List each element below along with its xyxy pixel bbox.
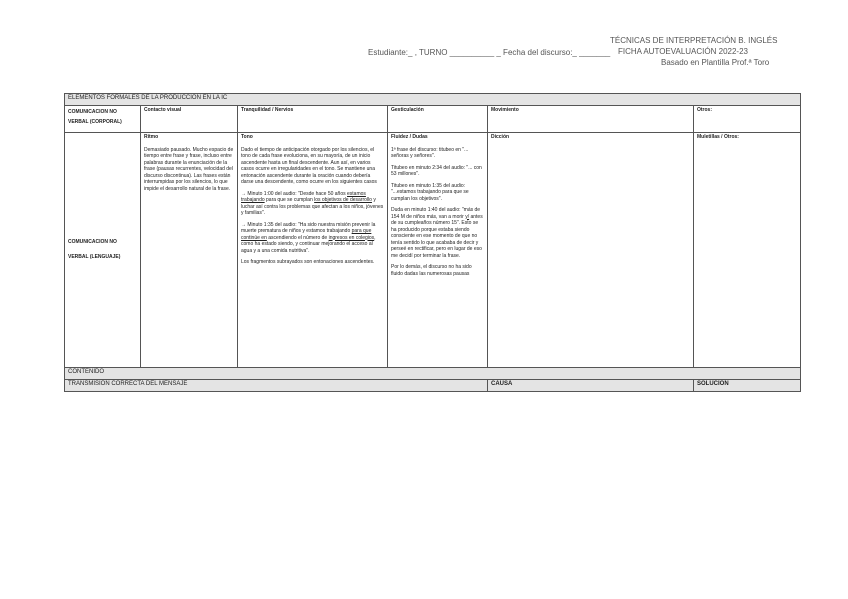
- tono-paragraph-4: Los fragmentos subrayados son entonaciones ascendentes.: [241, 259, 375, 265]
- tono-paragraph-1: Dado el tiempo de anticipación otorgado por los silencios, el tono de cada frase evoluciona, en su mayoría, de un inicio ascendente hasta un final descendente. Aun así, en varios casos ocurre en irregularidades en el tono. Se mantiene una entonación ascendente durante la oración cuando debería darse una descendente, como ocurre en los siguientes casos: [241, 146, 377, 185]
- solucion-heading: SOLUCION: [694, 380, 801, 392]
- col-otros: Otros:: [694, 106, 801, 133]
- template-credit: Basado en Plantilla Prof.ª Toro: [661, 58, 770, 67]
- transmision-heading: TRANSMISION CORRECTA DEL MENSAJE: [65, 380, 488, 392]
- fluidez-paragraph-4: Duda en minuto 1:40 del audio: "más de 154 M de niños más, van a morir y/ antes de su cumpleaños número 15". Esto se ha producido porque estaba siendo consciente en ese momento de que no tenía sentido lo que acababa de decir y perseé en rectificar, pero en lugar de eso me decidí por terminar la frase.: [391, 207, 483, 259]
- ritmo-title: Ritmo: [144, 134, 159, 140]
- col-movimiento: Movimiento: [488, 106, 694, 133]
- causa-heading: CAUSA: [488, 380, 694, 392]
- fluidez-paragraph-1: 1ª frase del discurso: titubeo en "... señoras y señores".: [391, 146, 469, 159]
- col-gesticulacion: Gesticulación: [388, 106, 488, 133]
- fluidez-paragraph-2: Titubeo en minuto 2:34 del audio: "... con 53 millones".: [391, 164, 482, 177]
- tono-title: Tono: [241, 134, 253, 140]
- tono-paragraph-3: → Minuto 1:35 del audio: "Ha sido nuestra misión prevenir la muerte prematura de niños y estamos trabajando para que continúe en ascendiendo el número de ingresos en colegios, como ha estado siendo, y continuar mejorando el acceso al agua y a una comida nutritiva".: [241, 221, 376, 254]
- row-label-lenguaje: COMUNICACION NO VERBAL (LENGUAJE): [65, 133, 141, 368]
- fluidez-title: Fluidez / Dudas: [391, 134, 428, 140]
- tono-cell: [238, 133, 388, 368]
- row-label-corporal: COMUNICACION NO VERBAL (CORPORAL): [65, 106, 141, 133]
- muletillas-title: Muletillas / Otros:: [697, 134, 739, 140]
- fluidez-cell: [388, 133, 488, 368]
- ritmo-cell: [141, 133, 238, 368]
- ritmo-text: Demasiado pausado. Mucho espacio de tiempo entre frase y frase, incluso entre palabras durante la enunciación de la frase (pausas recurrentes, velocidad del discurso discontinua). Las frases están interrumpidas por los silencios, lo que impide el desarrollo natural de la frase.: [144, 146, 234, 192]
- section-title: ELEMENTOS FORMALES DE LA PRODUCCION EN LA IC: [65, 94, 801, 106]
- course-title: TÉCNICAS DE INTERPRETACIÓN B. INGLÉS: [610, 36, 778, 45]
- tono-paragraph-2: → Minuto 1:00 del audio: "Desde hace 50 años estamos trabajando para que se cumplan los objetivos de desarrollo y luchar así contra los problemas que afectan a los niños, jóvenes y familias".: [241, 190, 384, 216]
- col-contacto-visual: Contacto visual: [141, 106, 238, 133]
- fluidez-paragraph-3: Titubeo en minuto 1:35 del audio: "...estamos trabajando para que se cumplan los objetivos".: [391, 182, 469, 202]
- contenido-heading: CONTENIDO: [65, 368, 801, 380]
- muletillas-cell: [694, 133, 801, 368]
- evaluation-table: [64, 93, 801, 392]
- fluidez-paragraph-5: Por lo demás, el discurso no ha sido fluido dadas las numerosas pausas: [391, 264, 472, 277]
- form-title: FICHA AUTOEVALUACIÓN 2022-23: [618, 47, 748, 56]
- student-fields-line: Estudiante:_ , TURNO __________ _ Fecha del discurso:_ _______: [368, 48, 611, 57]
- diccion-title: Dicción: [491, 134, 510, 140]
- col-tranquilidad: Tranquilidad / Nervios: [238, 106, 388, 133]
- diccion-cell: [488, 133, 694, 368]
